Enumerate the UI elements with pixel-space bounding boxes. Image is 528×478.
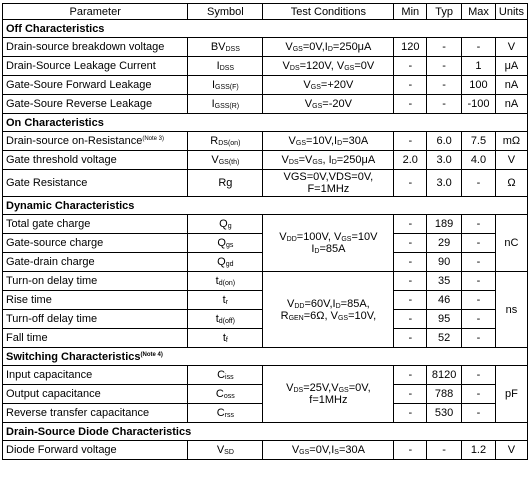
- param-cell: Drain-source on-Resistance$^{(Note 3)}$: [3, 132, 188, 151]
- symbol-subscript: f: [225, 337, 228, 344]
- param-cell: Turn-on delay time: [3, 272, 188, 291]
- typ-cell: -: [427, 441, 462, 460]
- max-cell: -: [462, 366, 496, 385]
- symbol-cell: $t_r$: [188, 291, 263, 310]
- table-header-row: [3, 4, 528, 20]
- max-cell: -: [462, 310, 496, 329]
- characteristics-table-container: [2, 3, 528, 460]
- symbol-cell: $I_{DSS}$: [188, 57, 263, 76]
- symbol-cell: Rg: [188, 170, 263, 197]
- typ-cell: 95: [427, 310, 462, 329]
- header-min: Min: [394, 4, 427, 20]
- typ-cell: 90: [427, 253, 462, 272]
- max-cell: -: [462, 38, 496, 57]
- symbol-subscript: oss: [223, 393, 235, 400]
- section-row: [3, 197, 528, 215]
- table-row: [3, 170, 528, 197]
- min-cell: -: [394, 95, 427, 114]
- min-cell: -: [394, 404, 427, 423]
- condition-cell: $V_{GS}=10V,I_D=30A$: [263, 132, 394, 151]
- param-cell: Gate-Soure Reverse Leakage: [3, 95, 188, 114]
- typ-cell: -: [427, 76, 462, 95]
- symbol-subscript: d(off): [218, 318, 235, 325]
- condition-cell: $V_{DS}=V_{GS}$, $I_D=250\mu A$: [263, 151, 394, 170]
- typ-cell: 35: [427, 272, 462, 291]
- symbol-subscript: GSS(F): [215, 84, 239, 91]
- condition-cell: $V_{GS}=0V,I_D=250\mu A$: [263, 38, 394, 57]
- param-cell: Gate-drain charge: [3, 253, 188, 272]
- typ-cell: 52: [427, 329, 462, 348]
- min-cell: -: [394, 253, 427, 272]
- symbol-subscript: r: [225, 299, 229, 306]
- param-cell: Reverse transfer capacitance: [3, 404, 188, 423]
- param-cell: Turn-off delay time: [3, 310, 188, 329]
- typ-cell: 788: [427, 385, 462, 404]
- table-row: [3, 38, 528, 57]
- max-cell: -: [462, 329, 496, 348]
- symbol-cell: $I_{GSS(R)}$: [188, 95, 263, 114]
- unit-cell: nA: [495, 95, 527, 114]
- min-cell: -: [394, 441, 427, 460]
- table-row: [3, 272, 528, 291]
- symbol-cell: $V_{SD}$: [188, 441, 263, 460]
- min-cell: -: [394, 310, 427, 329]
- max-cell: 1: [462, 57, 496, 76]
- param-cell: Drain-Source Leakage Current: [3, 57, 188, 76]
- symbol-subscript: DSS: [219, 65, 235, 72]
- unit-cell: μA: [495, 57, 527, 76]
- param-cell: Drain-source breakdown voltage: [3, 38, 188, 57]
- param-cell: Rise time: [3, 291, 188, 310]
- min-cell: -: [394, 366, 427, 385]
- max-cell: -: [462, 215, 496, 234]
- section-row: [3, 348, 528, 366]
- param-cell: Gate threshold voltage: [3, 151, 188, 170]
- symbol-cell: $BV_{DSS}$: [188, 38, 263, 57]
- symbol-cell: $V_{GS(th)}$: [188, 151, 263, 170]
- condition-cell-capacitance: $V_{DS}=25V,V_{GS}=0V$, f=1MHz: [263, 366, 394, 423]
- symbol-cell: $t_{d(on)}$: [188, 272, 263, 291]
- symbol-cell: $C_{rss}$: [188, 404, 263, 423]
- condition-cell: $V_{GS}=0V,I_S=30A$: [263, 441, 394, 460]
- param-cell: Diode Forward voltage: [3, 441, 188, 460]
- condition-cell: $V_{GS}=+20V$: [263, 76, 394, 95]
- header-test-conditions: Test Conditions: [263, 4, 394, 20]
- min-cell: -: [394, 291, 427, 310]
- param-cell: Gate Resistance: [3, 170, 188, 197]
- section-title-off: Off Characteristics: [3, 20, 528, 38]
- typ-cell: -: [427, 38, 462, 57]
- typ-cell: 6.0: [427, 132, 462, 151]
- table-row: [3, 366, 528, 385]
- param-cell: Gate-source charge: [3, 234, 188, 253]
- symbol-cell: $C_{oss}$: [188, 385, 263, 404]
- max-cell: -: [462, 385, 496, 404]
- header-units: Units: [495, 4, 527, 20]
- typ-cell: 530: [427, 404, 462, 423]
- header-max: Max: [462, 4, 496, 20]
- typ-cell: -: [427, 95, 462, 114]
- min-cell: -: [394, 170, 427, 197]
- unit-cell: mΩ: [495, 132, 527, 151]
- typ-cell: 29: [427, 234, 462, 253]
- section-title-on: On Characteristics: [3, 114, 528, 132]
- unit-cell: Ω: [495, 170, 527, 197]
- param-cell: Fall time: [3, 329, 188, 348]
- table-row: [3, 441, 528, 460]
- symbol-subscript: SD: [224, 449, 234, 456]
- min-cell: -: [394, 76, 427, 95]
- symbol-cell: $Q_{gd}$: [188, 253, 263, 272]
- section-row: [3, 423, 528, 441]
- section-title-switching: [3, 348, 528, 366]
- min-cell: -: [394, 329, 427, 348]
- param-note: (Note 3): [142, 136, 165, 142]
- min-cell: -: [394, 57, 427, 76]
- symbol-subscript: DS(on): [218, 140, 241, 147]
- section-title-dynamic: Dynamic Characteristics: [3, 197, 528, 215]
- min-cell: -: [394, 234, 427, 253]
- table-row: [3, 57, 528, 76]
- symbol-subscript: GS(th): [218, 159, 240, 166]
- min-cell: -: [394, 385, 427, 404]
- max-cell: 7.5: [462, 132, 496, 151]
- min-cell: -: [394, 132, 427, 151]
- max-cell: -: [462, 170, 496, 197]
- typ-cell: 46: [427, 291, 462, 310]
- section-row: [3, 20, 528, 38]
- section-title-switching-text: Switching Characteristics: [6, 350, 141, 363]
- symbol-subscript: d(on): [218, 280, 236, 287]
- typ-cell: 3.0: [427, 151, 462, 170]
- param-cell: Output capacitance: [3, 385, 188, 404]
- symbol-subscript: iss: [225, 374, 234, 381]
- param-cell: Gate-Soure Forward Leakage: [3, 76, 188, 95]
- condition-cell: $V_{DS}=120V$, $V_{GS}=0V$: [263, 57, 394, 76]
- symbol-subscript: GSS(R): [214, 103, 240, 110]
- header-parameter: Parameter: [3, 4, 188, 20]
- unit-cell-charge: nC: [495, 215, 527, 272]
- symbol-cell: $C_{iss}$: [188, 366, 263, 385]
- condition-cell-charge: $V_{DD}=100V$, $V_{GS}=10V$ $I_D=85A$: [263, 215, 394, 272]
- max-cell: -: [462, 253, 496, 272]
- condition-cell: $V_{GS}=-20V$: [263, 95, 394, 114]
- min-cell: 120: [394, 38, 427, 57]
- condition-cell-switching: $V_{DD}=60V,I_D=85A$, $R_{GEN}=6\Omega$, $V_{GS}=10V$,: [263, 272, 394, 348]
- typ-cell: 189: [427, 215, 462, 234]
- symbol-subscript: gd: [225, 261, 234, 268]
- header-typ: Typ: [427, 4, 462, 20]
- max-cell: 1.2: [462, 441, 496, 460]
- section-title-diode: Drain-Source Diode Characteristics: [3, 423, 528, 441]
- param-cell: Input capacitance: [3, 366, 188, 385]
- param-cell: Total gate charge: [3, 215, 188, 234]
- table-row: [3, 151, 528, 170]
- max-cell: 4.0: [462, 151, 496, 170]
- unit-cell-switching: ns: [495, 272, 527, 348]
- unit-cell-capacitance: pF: [495, 366, 527, 423]
- condition-cell: VGS=0V,VDS=0V, F=1MHz: [263, 170, 394, 197]
- max-cell: -100: [462, 95, 496, 114]
- symbol-cell: $Q_g$: [188, 215, 263, 234]
- symbol-cell: $I_{GSS(F)}$: [188, 76, 263, 95]
- symbol-subscript: g: [227, 223, 232, 230]
- unit-cell: nA: [495, 76, 527, 95]
- table-row: [3, 76, 528, 95]
- symbol-subscript: rss: [224, 412, 234, 419]
- typ-cell: -: [427, 57, 462, 76]
- min-cell: 2.0: [394, 151, 427, 170]
- symbol-cell: $Q_{gs}$: [188, 234, 263, 253]
- unit-cell: V: [495, 151, 527, 170]
- table-row: [3, 215, 528, 234]
- typ-cell: 3.0: [427, 170, 462, 197]
- table-row: [3, 132, 528, 151]
- symbol-subscript: gs: [225, 242, 234, 249]
- max-cell: -: [462, 234, 496, 253]
- section-row: [3, 114, 528, 132]
- max-cell: -: [462, 272, 496, 291]
- header-symbol: Symbol: [188, 4, 263, 20]
- symbol-subscript: DSS: [225, 46, 240, 53]
- symbol-cell: $t_f$: [188, 329, 263, 348]
- unit-cell: V: [495, 38, 527, 57]
- section-title-switching-note: (Note 4): [140, 351, 163, 358]
- min-cell: -: [394, 215, 427, 234]
- table-row: [3, 95, 528, 114]
- max-cell: -: [462, 291, 496, 310]
- typ-cell: 8120: [427, 366, 462, 385]
- max-cell: 100: [462, 76, 496, 95]
- unit-cell: V: [495, 441, 527, 460]
- min-cell: -: [394, 272, 427, 291]
- electrical-characteristics-table: [2, 3, 528, 460]
- symbol-cell: $R_{DS(on)}$: [188, 132, 263, 151]
- max-cell: -: [462, 404, 496, 423]
- symbol-cell: $t_{d(off)}$: [188, 310, 263, 329]
